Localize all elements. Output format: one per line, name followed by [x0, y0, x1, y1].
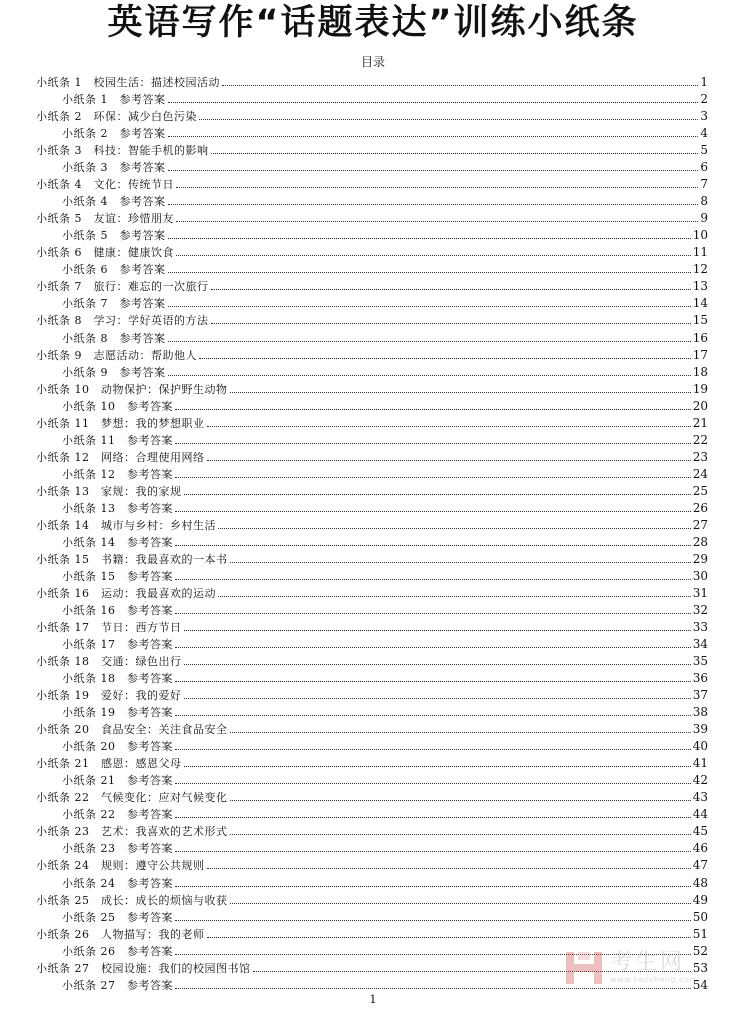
toc-page-number: 28 [692, 534, 708, 549]
toc-entry-label: 小纸条 20 参考答案 [62, 740, 173, 754]
toc-page-number: 1 [700, 75, 708, 90]
toc-entry-label: 小纸条 23 参考答案 [62, 842, 173, 856]
toc-entry-label: 小纸条 15 参考答案 [62, 569, 173, 583]
toc-page-number: 9 [700, 211, 708, 226]
toc-leader-dots [176, 255, 691, 256]
toc-entry-label: 小纸条 4 文化：传统节日 [36, 178, 174, 192]
toc-leader-dots [230, 732, 691, 733]
toc-leader-dots [207, 868, 691, 869]
toc-entry-label: 小纸条 10 参考答案 [62, 399, 173, 413]
toc-entry-label: 小纸条 26 人物描写：我的老师 [36, 927, 205, 941]
toc-entry[interactable] [36, 208, 708, 225]
toc-entry[interactable] [36, 821, 708, 838]
toc-entry[interactable] [36, 481, 708, 498]
toc-leader-dots [175, 920, 691, 921]
toc-entry[interactable] [36, 310, 708, 327]
toc-leader-dots [175, 545, 691, 546]
toc-page-number: 25 [692, 483, 708, 498]
toc-entry-label: 小纸条 2 环保：减少白色污染 [36, 110, 197, 124]
toc-answer-entry[interactable] [36, 907, 708, 924]
toc-page-number: 52 [692, 943, 708, 958]
toc-page-number: 24 [692, 466, 708, 481]
toc-page-number: 39 [692, 722, 708, 737]
toc-leader-dots [175, 647, 691, 648]
toc-entry[interactable] [36, 379, 708, 396]
toc-page-number: 23 [692, 449, 708, 464]
toc-entry[interactable] [36, 787, 708, 804]
toc-leader-dots [218, 596, 691, 597]
toc-page-number: 34 [692, 637, 708, 652]
toc-entry[interactable] [36, 242, 708, 259]
toc-leader-dots [168, 341, 691, 342]
toc-page-number: 40 [692, 739, 708, 754]
toc-entry-label: 小纸条 15 书籍：我最喜欢的一本书 [36, 552, 228, 566]
toc-page-number: 46 [692, 841, 708, 856]
toc-page-number: 45 [692, 824, 708, 839]
toc-entry-label: 小纸条 17 参考答案 [62, 638, 173, 652]
toc-entry[interactable] [36, 106, 708, 123]
toc-page-number: 12 [692, 262, 708, 277]
toc-leader-dots [175, 715, 691, 716]
toc-entry-label: 小纸条 22 参考答案 [62, 808, 173, 822]
toc-entry-label: 小纸条 6 参考答案 [62, 263, 166, 277]
toc-entry-label: 小纸条 21 参考答案 [62, 774, 173, 788]
toc-answer-entry[interactable] [36, 89, 708, 106]
toc-entry[interactable] [36, 719, 708, 736]
toc-page-number: 51 [692, 926, 708, 941]
toc-answer-entry[interactable] [36, 498, 708, 515]
toc-page-number: 11 [692, 245, 708, 260]
toc-answer-entry[interactable] [36, 532, 708, 549]
toc-page-number: 2 [700, 92, 708, 107]
watermark-url: www.kaosheng.com [610, 975, 698, 984]
toc-answer-entry[interactable] [36, 770, 708, 787]
toc-page-number: 20 [692, 398, 708, 413]
toc-page-number: 15 [692, 313, 708, 328]
page-number: 1 [369, 993, 377, 1006]
toc-entry-label: 小纸条 19 爱好：我的爱好 [36, 689, 182, 703]
toc-answer-entry[interactable] [36, 872, 708, 889]
toc-answer-entry[interactable] [36, 668, 708, 685]
toc-leader-dots [175, 409, 691, 410]
toc-answer-entry[interactable] [36, 838, 708, 855]
toc-page-number: 21 [692, 415, 708, 430]
toc-entry-label: 小纸条 11 参考答案 [62, 433, 173, 447]
toc-entry-label: 小纸条 23 艺术：我喜欢的艺术形式 [36, 825, 228, 839]
toc-answer-entry[interactable] [36, 702, 708, 719]
toc-entry-label: 小纸条 25 参考答案 [62, 910, 173, 924]
toc-page-number: 49 [692, 892, 708, 907]
toc-entry[interactable] [36, 651, 708, 668]
toc-answer-entry[interactable] [36, 634, 708, 651]
toc-page-number: 19 [692, 381, 708, 396]
toc-entry-label: 小纸条 21 感恩：感恩父母 [36, 757, 182, 771]
toc-leader-dots [218, 528, 691, 529]
toc-leader-dots [175, 851, 691, 852]
toc-page-number: 5 [700, 143, 708, 158]
watermark [564, 944, 744, 992]
toc-entry[interactable] [36, 276, 708, 293]
toc-leader-dots [211, 153, 699, 154]
toc-answer-entry[interactable] [36, 259, 708, 276]
toc-answer-entry[interactable] [36, 157, 708, 174]
toc-entry-label: 小纸条 7 参考答案 [62, 297, 166, 311]
toc-page-number: 33 [692, 620, 708, 635]
toc-entry-label: 小纸条 14 参考答案 [62, 535, 173, 549]
toc-leader-dots [176, 221, 698, 222]
toc-entry-label: 小纸条 24 参考答案 [62, 876, 173, 890]
toc-answer-entry[interactable] [36, 191, 708, 208]
toc-leader-dots [175, 817, 691, 818]
toc-leader-dots [184, 494, 691, 495]
toc-entry-label: 小纸条 11 梦想：我的梦想职业 [36, 416, 205, 430]
toc-entry-label: 小纸条 2 参考答案 [62, 127, 166, 141]
toc-page-number: 37 [692, 688, 708, 703]
toc-entry-label: 小纸条 8 学习：学好英语的方法 [36, 314, 209, 328]
toc-page-number: 6 [700, 160, 708, 175]
toc-entry-label: 小纸条 7 旅行：难忘的一次旅行 [36, 280, 209, 294]
toc-answer-entry[interactable] [36, 362, 708, 379]
toc-page-number: 36 [692, 671, 708, 686]
toc-leader-dots [168, 204, 699, 205]
toc-answer-entry[interactable] [36, 736, 708, 753]
toc-entry-label: 小纸条 27 参考答案 [62, 978, 173, 992]
toc-leader-dots [230, 903, 691, 904]
toc-entry[interactable] [36, 617, 708, 634]
toc-entry-label: 小纸条 19 参考答案 [62, 706, 173, 720]
toc-page-number: 32 [692, 603, 708, 617]
toc-entry-label: 小纸条 25 成长：成长的烦恼与收获 [36, 893, 228, 907]
toc-answer-entry[interactable] [36, 566, 708, 583]
toc-entry[interactable] [36, 924, 708, 941]
toc-entry-label: 小纸条 20 食品安全：关注食品安全 [36, 723, 228, 737]
toc-entry[interactable] [36, 140, 708, 157]
toc-page-number: 48 [692, 875, 708, 890]
toc-entry[interactable] [36, 583, 708, 600]
toc-entry[interactable] [36, 685, 708, 702]
toc-page-number: 7 [700, 177, 708, 192]
table-of-contents [36, 72, 708, 992]
toc-answer-entry[interactable] [36, 123, 708, 140]
toc-entry-label: 小纸条 12 参考答案 [62, 467, 173, 481]
toc-entry[interactable] [36, 72, 708, 89]
toc-leader-dots [211, 289, 691, 290]
toc-entry-label: 小纸条 4 参考答案 [62, 195, 166, 209]
toc-page-number: 18 [692, 364, 708, 379]
toc-entry-label: 小纸条 18 交通：绿色出行 [36, 655, 182, 669]
toc-entry-label: 小纸条 5 参考答案 [62, 229, 166, 243]
toc-leader-dots [207, 460, 691, 461]
toc-leader-dots [230, 392, 691, 393]
toc-leader-dots [199, 358, 691, 359]
toc-entry[interactable] [36, 549, 708, 566]
toc-entry[interactable] [36, 345, 708, 362]
toc-page-number: 54 [692, 977, 708, 992]
toc-entry-label: 小纸条 9 参考答案 [62, 365, 166, 379]
toc-page-number: 27 [692, 517, 708, 532]
toc-leader-dots [199, 119, 698, 120]
toc-page-number: 35 [692, 654, 708, 669]
toc-leader-dots [175, 477, 691, 478]
toc-answer-entry[interactable] [36, 430, 708, 447]
document-title: 英语写作“话题表达”训练小纸条 [107, 3, 639, 43]
toc-leader-dots [168, 306, 691, 307]
toc-leader-dots [184, 766, 691, 767]
toc-leader-dots [175, 681, 691, 682]
toc-page-number: 22 [692, 432, 708, 447]
toc-page-number: 44 [692, 807, 708, 822]
toc-answer-entry[interactable] [36, 396, 708, 413]
toc-leader-dots [184, 630, 691, 631]
toc-leader-dots [168, 272, 691, 273]
toc-entry-label: 小纸条 3 参考答案 [62, 161, 166, 175]
toc-page-number: 13 [692, 279, 708, 294]
toc-entry[interactable] [36, 515, 708, 532]
toc-entry-label: 小纸条 9 志愿活动：帮助他人 [36, 348, 197, 362]
toc-answer-entry[interactable] [36, 225, 708, 242]
toc-page-number: 53 [692, 960, 708, 975]
toc-leader-dots [175, 749, 691, 750]
toc-page-number: 41 [692, 756, 708, 771]
toc-heading: 目录 [360, 55, 385, 69]
toc-leader-dots [207, 937, 691, 938]
toc-entry-label: 小纸条 8 参考答案 [62, 331, 166, 345]
toc-answer-entry[interactable] [36, 464, 708, 481]
toc-leader-dots [168, 170, 699, 171]
toc-page-number: 16 [692, 330, 708, 345]
toc-entry-label: 小纸条 13 家规：我的家规 [36, 484, 182, 498]
toc-entry-label: 小纸条 26 参考答案 [62, 944, 173, 958]
toc-entry-label: 小纸条 24 规则：遵守公共规则 [36, 859, 205, 873]
toc-page-number: 26 [692, 500, 708, 515]
toc-leader-dots [175, 783, 691, 784]
toc-leader-dots [168, 238, 691, 239]
toc-entry-label: 小纸条 1 校园生活：描述校园活动 [36, 76, 220, 90]
toc-entry[interactable] [36, 447, 708, 464]
toc-leader-dots [207, 426, 691, 427]
toc-entry-label: 小纸条 12 网络：合理使用网络 [36, 450, 205, 464]
toc-page-number: 43 [692, 790, 708, 805]
toc-entry[interactable] [36, 413, 708, 430]
toc-answer-entry[interactable] [36, 327, 708, 344]
toc-page-number: 29 [692, 551, 708, 566]
toc-page-number: 30 [692, 568, 708, 583]
toc-page-number: 50 [692, 909, 708, 924]
toc-leader-dots [230, 800, 691, 801]
toc-entry-label: 小纸条 22 气候变化：应对气候变化 [36, 791, 228, 805]
toc-leader-dots [211, 323, 691, 324]
toc-page-number: 47 [692, 858, 708, 873]
toc-entry-label: 小纸条 6 健康：健康饮食 [36, 246, 174, 260]
toc-page-number: 17 [692, 347, 708, 362]
toc-page-number: 4 [700, 126, 708, 141]
toc-answer-entry[interactable] [36, 804, 708, 821]
toc-entry-label: 小纸条 14 城市与乡村：乡村生活 [36, 518, 216, 532]
toc-entry-label: 小纸条 13 参考答案 [62, 501, 173, 515]
toc-leader-dots [175, 613, 691, 614]
toc-leader-dots [168, 136, 699, 137]
toc-entry-label: 小纸条 27 校园设施：我们的校园图书馆 [36, 961, 251, 975]
toc-leader-dots [168, 102, 699, 103]
toc-leader-dots [230, 562, 691, 563]
toc-page-number: 38 [692, 705, 708, 720]
toc-entry-label: 小纸条 16 参考答案 [62, 604, 173, 617]
toc-page-number: 14 [692, 296, 708, 311]
toc-leader-dots [175, 443, 691, 444]
toc-page-number: 3 [700, 109, 708, 124]
toc-entry-label: 小纸条 10 动物保护：保护野生动物 [36, 382, 228, 396]
toc-page-number: 10 [692, 228, 708, 243]
watermark-logo-icon [564, 948, 604, 988]
toc-entry[interactable] [36, 753, 708, 770]
toc-leader-dots [184, 664, 691, 665]
toc-leader-dots [176, 187, 698, 188]
toc-entry-label: 小纸条 3 科技：智能手机的影响 [36, 144, 209, 158]
toc-entry-label: 小纸条 17 节日：西方节日 [36, 621, 182, 635]
watermark-text: 考生网 [610, 950, 686, 975]
toc-page-number: 31 [692, 585, 708, 600]
toc-answer-entry[interactable] [36, 293, 708, 310]
toc-page-number: 42 [692, 773, 708, 788]
toc-entry-label: 小纸条 1 参考答案 [62, 93, 166, 107]
toc-leader-dots [175, 511, 691, 512]
toc-entry[interactable] [36, 890, 708, 907]
toc-entry-label: 小纸条 5 友谊：珍惜朋友 [36, 212, 174, 226]
toc-leader-dots [230, 834, 691, 835]
toc-entry[interactable] [36, 855, 708, 872]
toc-leader-dots [175, 579, 691, 580]
toc-entry-label: 小纸条 18 参考答案 [62, 672, 173, 686]
toc-page-number: 8 [700, 194, 708, 209]
toc-leader-dots [168, 375, 691, 376]
toc-answer-entry[interactable] [36, 600, 708, 617]
toc-leader-dots [222, 85, 698, 86]
toc-leader-dots [175, 886, 691, 887]
toc-leader-dots [184, 698, 691, 699]
toc-entry-label: 小纸条 16 运动：我最喜欢的运动 [36, 586, 216, 600]
toc-entry[interactable] [36, 174, 708, 191]
